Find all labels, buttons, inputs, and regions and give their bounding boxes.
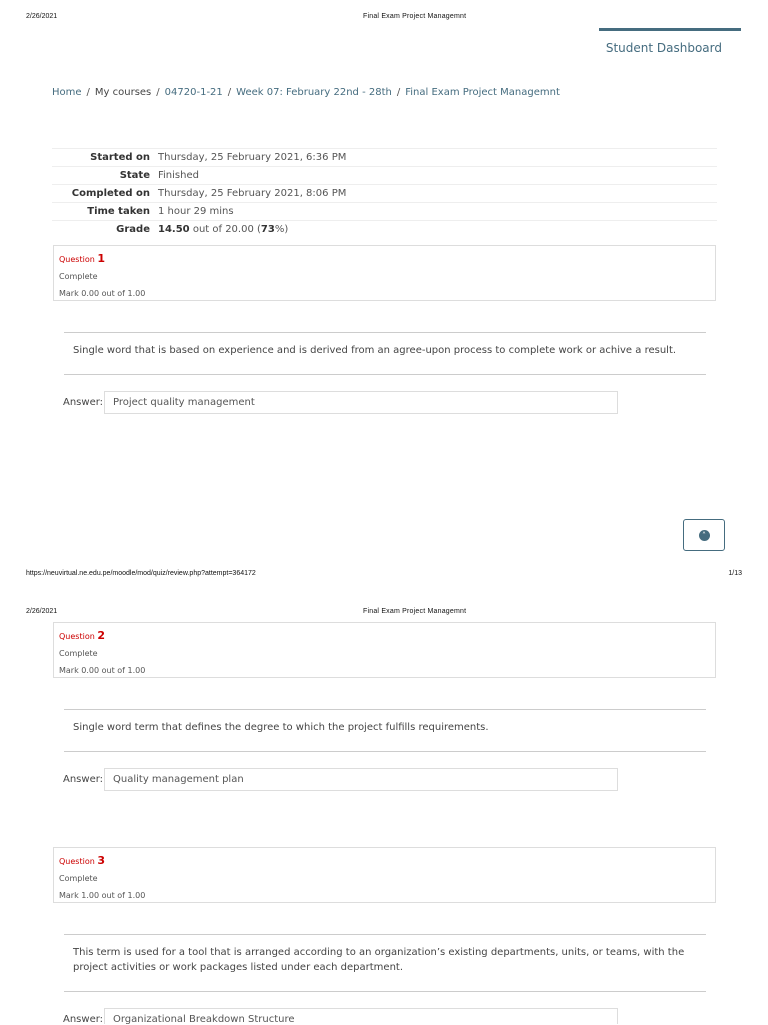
answer-field-1[interactable]: Project quality management [104, 391, 618, 414]
breadcrumb-separator: / [86, 87, 90, 98]
answer-label: Answer: [63, 1014, 104, 1025]
question-mark: Mark 0.00 out of 1.00 [59, 289, 146, 298]
question-status: Complete [59, 874, 98, 883]
grade-value [154, 221, 717, 239]
question-prefix: Question [59, 255, 95, 264]
back-to-top-button[interactable] [683, 519, 725, 551]
started-value: Thursday, 25 February 2021, 6:36 PM [154, 149, 717, 167]
attempt-summary-table [52, 148, 717, 238]
summary-row-state [52, 167, 717, 185]
question-info-1 [53, 245, 716, 301]
breadcrumb [52, 87, 560, 98]
summary-row-completed [52, 185, 717, 203]
summary-row-time [52, 203, 717, 221]
state-value: Finished [154, 167, 717, 185]
breadcrumb-course[interactable]: 04720-1-21 [164, 87, 223, 98]
print-date: 2/26/2021 [26, 608, 58, 615]
question-prefix: Question [59, 632, 95, 641]
breadcrumb-week[interactable]: Week 07: February 22nd - 28th [236, 87, 392, 98]
grade-total: out of 20.00 ( [189, 224, 261, 235]
question-text-3: This term is used for a tool that is arranged according to an organization’s existing departments, units, or teams, with the project activities or work packages listed under each department. [64, 934, 706, 992]
print-title: Final Exam Project Managemnt [363, 13, 467, 20]
print-page-number: 1/13 [728, 570, 742, 577]
breadcrumb-my-courses[interactable]: My courses [94, 87, 152, 98]
answer-field-3[interactable]: Organizational Breakdown Structure [104, 1008, 618, 1024]
print-title: Final Exam Project Managemnt [363, 608, 467, 615]
question-number: 2 [97, 629, 105, 642]
grade-score: 14.50 [158, 224, 190, 235]
time-taken-value: 1 hour 29 mins [154, 203, 717, 221]
summary-row-started [52, 149, 717, 167]
question-text-2: Single word term that defines the degree to which the project fulfills requirements. [64, 709, 706, 752]
grade-close: %) [274, 224, 289, 235]
breadcrumb-home[interactable]: Home [52, 87, 82, 98]
question-label [59, 252, 105, 265]
breadcrumb-separator: / [156, 87, 160, 98]
question-info-3 [53, 847, 716, 903]
question-label [59, 854, 105, 867]
question-text-1: Single word that is based on experience and is derived from an agree-upon process to complete work or achive a result. [64, 332, 706, 375]
header-accent-bar [599, 28, 741, 31]
student-dashboard-link[interactable]: Student Dashboard [605, 41, 722, 55]
question-mark: Mark 1.00 out of 1.00 [59, 891, 146, 900]
breadcrumb-separator: / [227, 87, 232, 98]
question-status: Complete [59, 649, 98, 658]
print-date: 2/26/2021 [26, 13, 58, 20]
question-label [59, 629, 105, 642]
question-number: 1 [97, 252, 105, 265]
summary-row-grade [52, 221, 717, 239]
question-status: Complete [59, 272, 98, 281]
grade-percent: 73 [260, 224, 275, 235]
question-mark: Mark 0.00 out of 1.00 [59, 666, 146, 675]
grade-label: Grade [52, 221, 154, 239]
print-url: https://neuvirtual.ne.edu.pe/moodle/mod/quiz/review.php?attempt=364172 [26, 570, 256, 577]
breadcrumb-separator: / [396, 87, 401, 98]
answer-label: Answer: [63, 774, 104, 785]
question-number: 3 [97, 854, 105, 867]
chevron-up-icon: ˄ [699, 530, 710, 541]
breadcrumb-quiz[interactable]: Final Exam Project Managemnt [405, 87, 560, 98]
started-label: Started on [52, 149, 154, 167]
state-label: State [52, 167, 154, 185]
question-prefix: Question [59, 857, 95, 866]
question-info-2 [53, 622, 716, 678]
answer-label: Answer: [63, 397, 104, 408]
completed-label: Completed on [52, 185, 154, 203]
time-taken-label: Time taken [52, 203, 154, 221]
completed-value: Thursday, 25 February 2021, 8:06 PM [154, 185, 717, 203]
answer-field-2[interactable]: Quality management plan [104, 768, 618, 791]
